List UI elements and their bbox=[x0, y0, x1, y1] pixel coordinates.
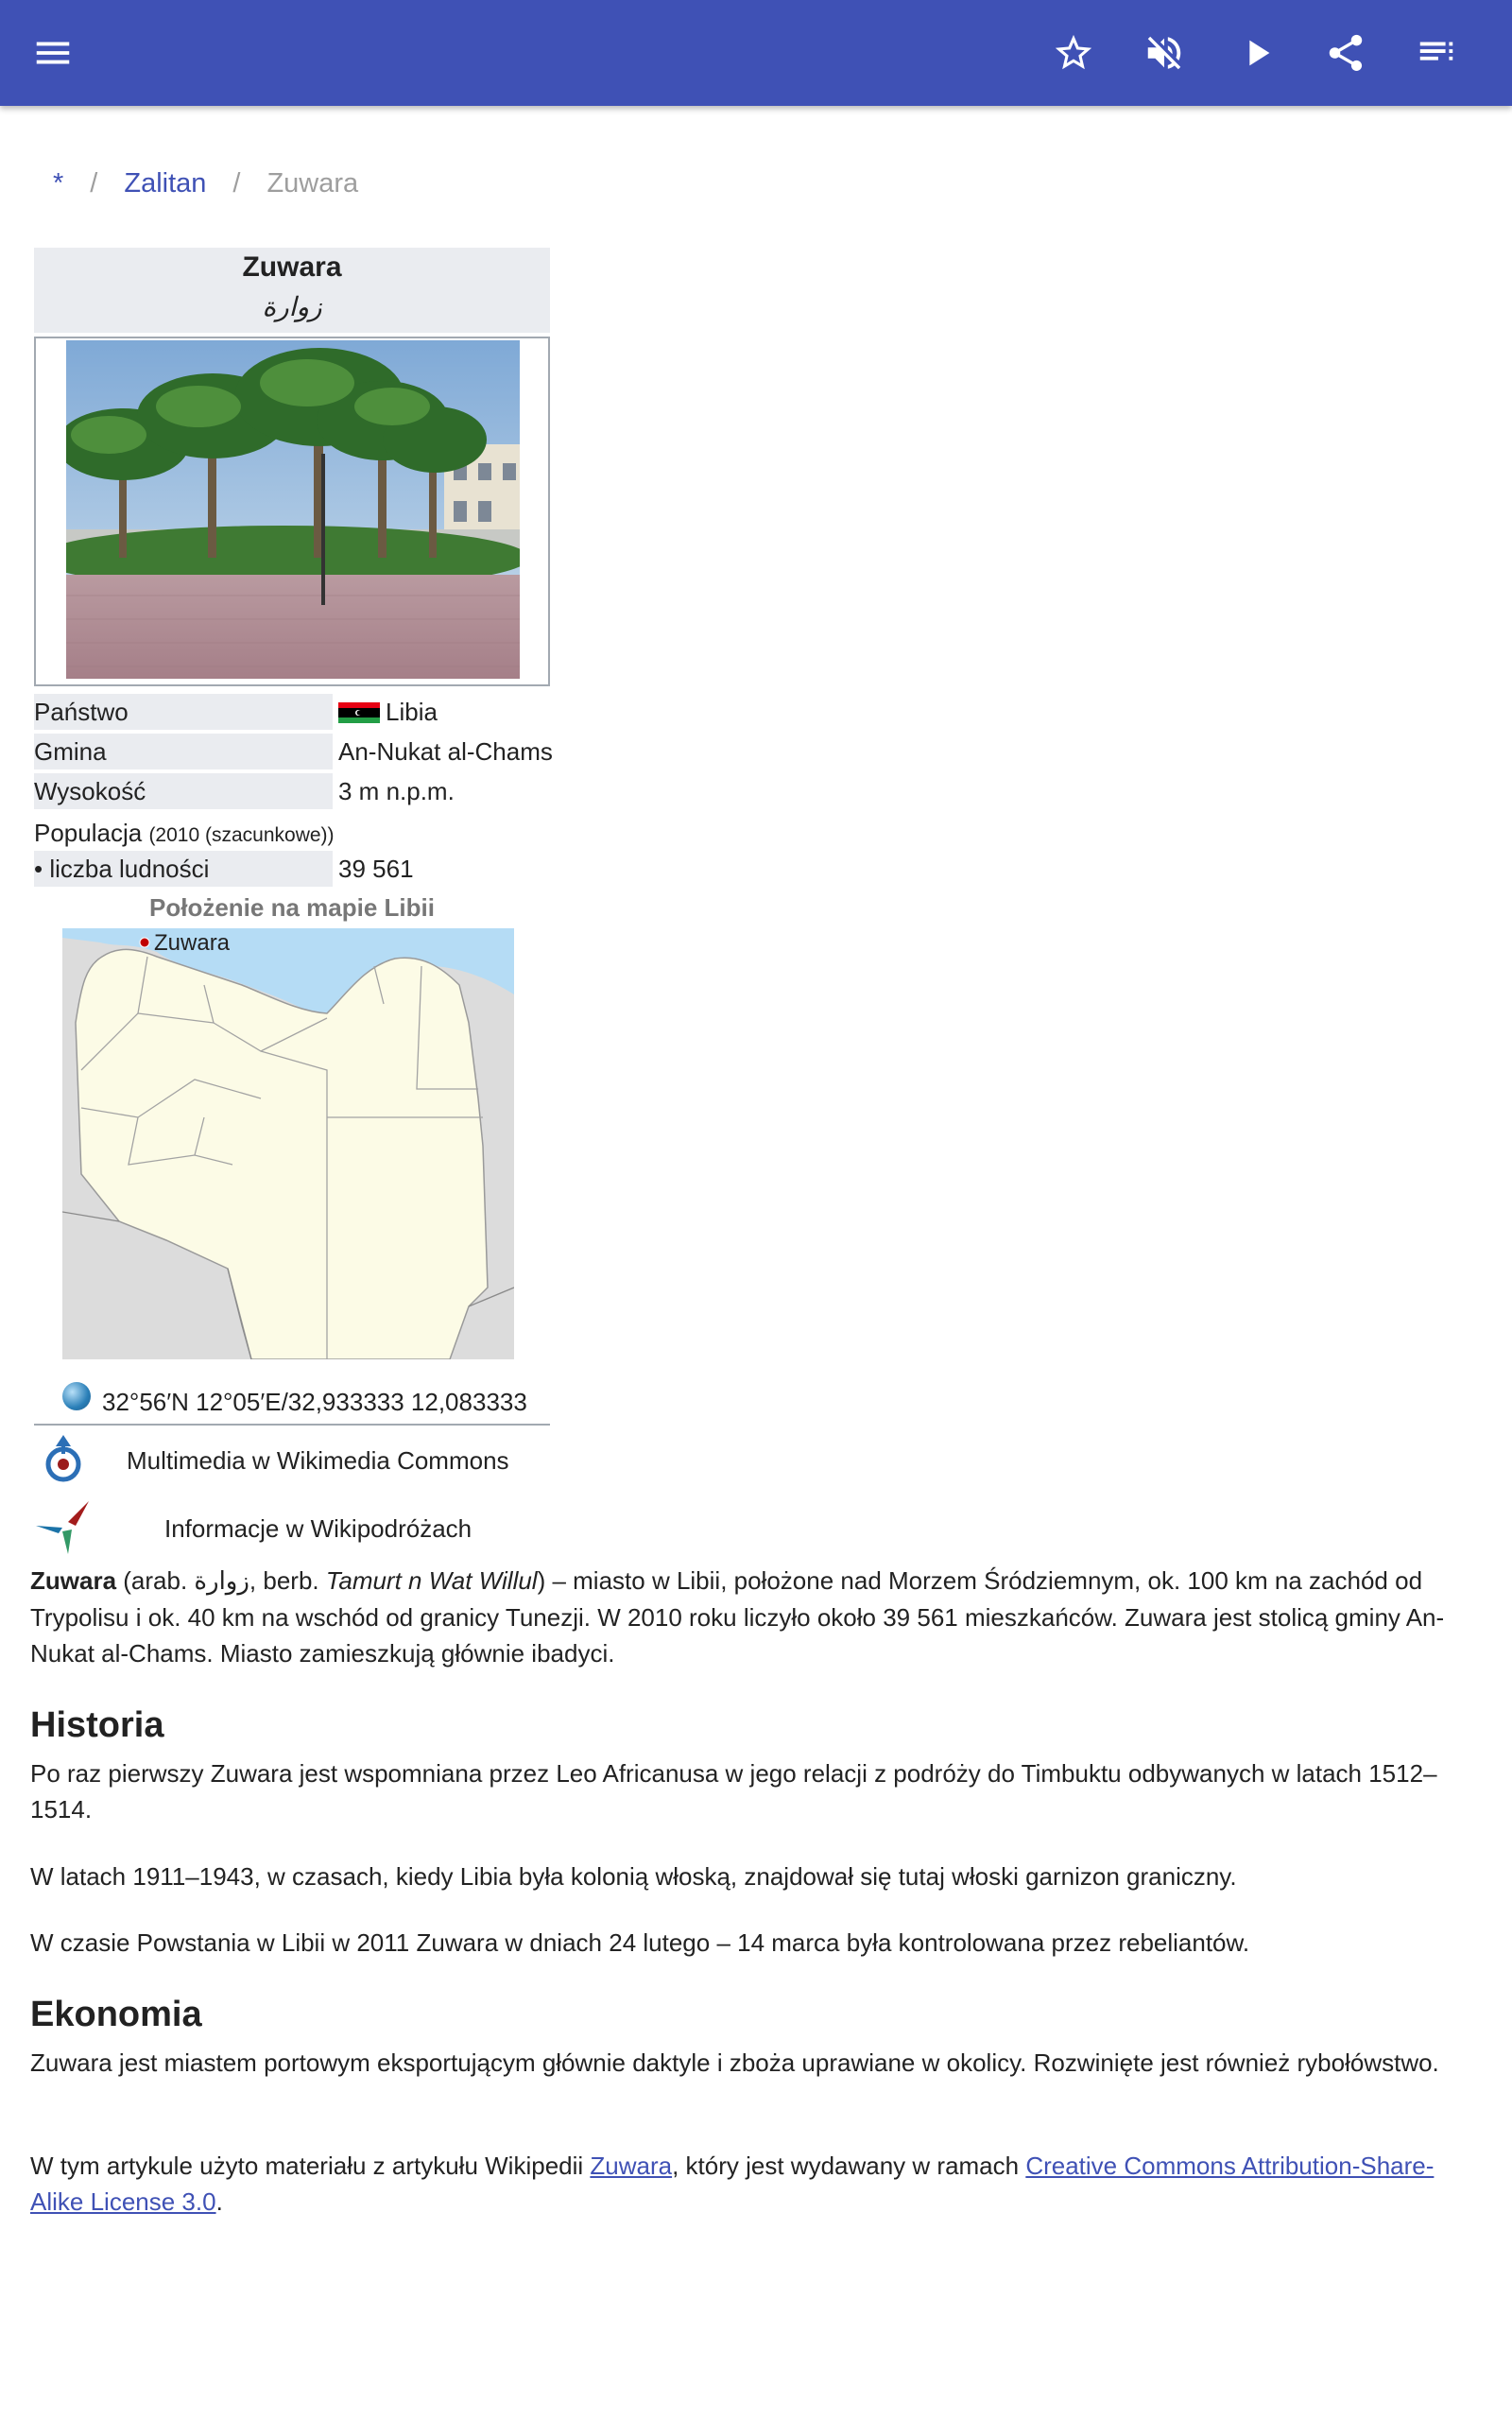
history-text-3: W czasie Powstania w Libii w 2011 Zuwara w dniach 24 lutego – 14 marca była kontrolowana przez rebeliantów. bbox=[30, 1928, 1250, 1957]
infobox-value: 3 m n.p.m. bbox=[338, 777, 455, 805]
map-title: Położenie na mapie Libii bbox=[149, 893, 435, 922]
infobox-row-country bbox=[34, 694, 550, 732]
map-marker-label: Zuwara bbox=[154, 930, 231, 956]
infobox bbox=[34, 248, 553, 1543]
infobox-row-population bbox=[34, 815, 550, 853]
attribution-footer bbox=[30, 2148, 1486, 2220]
infobox-header bbox=[34, 248, 550, 333]
infobox-divider bbox=[34, 1424, 550, 1426]
breadcrumb-separator: / bbox=[232, 168, 241, 199]
infobox-key: Gmina bbox=[34, 734, 333, 769]
wikivoyage-link[interactable]: Informacje w Wikipodróżach bbox=[164, 1514, 472, 1543]
economy-heading: Ekonomia bbox=[30, 1995, 202, 2034]
libya-flag-icon bbox=[338, 702, 380, 723]
menu-icon[interactable] bbox=[26, 26, 79, 79]
lead-name: Zuwara bbox=[30, 1566, 117, 1595]
country-link[interactable]: Libia bbox=[386, 698, 438, 726]
infobox-value: 39 561 bbox=[338, 855, 414, 883]
breadcrumb-home[interactable]: * bbox=[53, 168, 64, 199]
infobox-key bbox=[34, 815, 335, 854]
lead-berb-name: Tamurt n Wat Willul bbox=[325, 1566, 538, 1595]
infobox-key: • liczba ludności bbox=[34, 851, 333, 887]
history-text-1: Po raz pierwszy Zuwara jest wspomniana przez Leo Africanusa w jego relacji z podróży do Timbuktu odbywanych w latach 1512–1514. bbox=[30, 1759, 1437, 1824]
wikivoyage-icon bbox=[34, 1501, 91, 1561]
share-icon[interactable] bbox=[1319, 26, 1372, 79]
history-text-2: W latach 1911–1943, w czasach, kiedy Libia była kolonią włoską, znajdował się tutaj włoski garnizon graniczny. bbox=[30, 1862, 1237, 1891]
breadcrumb-separator: / bbox=[90, 168, 98, 199]
population-note: (2010 (szacunkowe)) bbox=[148, 824, 335, 846]
commons-row[interactable] bbox=[34, 1433, 550, 1490]
app-bar bbox=[0, 0, 1512, 106]
wikipedia-article-link[interactable]: Zuwara bbox=[590, 2152, 673, 2180]
history-paragraph-3 bbox=[30, 1925, 1486, 1961]
lead-paragraph bbox=[30, 1563, 1486, 1671]
lead-rest: ) – miasto w Libii, położone nad Morzem Śródziemnym, ok. 100 km na zachód od Trypolisu i ok. 40 km na wschód od granicy Tunezji. W 2010 roku liczyło około 39 561 mieszkańców. Zuwara jest stolicą gminy An-Nukat al-Chams. Miasto zamieszkują głównie ibadyci. bbox=[30, 1566, 1445, 1668]
location-map[interactable] bbox=[62, 928, 514, 1359]
infobox-key: Wysokość bbox=[34, 773, 333, 809]
globe-icon bbox=[62, 1382, 91, 1410]
footer-end: . bbox=[215, 2187, 223, 2216]
playlist-icon[interactable] bbox=[1410, 26, 1463, 79]
infobox-photo-frame bbox=[34, 337, 550, 686]
wikivoyage-row[interactable] bbox=[34, 1501, 550, 1558]
infobox-arabic-name: زوارة bbox=[262, 291, 322, 322]
economy-text: Zuwara jest miastem portowym eksportującym głównie daktyle i zboża uprawiane w okolicy. Rozwinięte jest również rybołówstwo. bbox=[30, 2048, 1439, 2077]
infobox-row-elevation bbox=[34, 773, 550, 811]
infobox-row-population-count bbox=[34, 851, 550, 889]
infobox-value bbox=[338, 694, 438, 730]
footer-mid: , który jest wydawany w ramach bbox=[672, 2152, 1026, 2180]
coordinates-link[interactable]: 32°56′N 12°05′E/32,933333 12,083333 bbox=[102, 1388, 527, 1416]
city-photo[interactable] bbox=[66, 340, 520, 679]
breadcrumb-parent[interactable]: Zalitan bbox=[124, 168, 207, 199]
history-heading: Historia bbox=[30, 1705, 164, 1745]
infobox-title: Zuwara bbox=[242, 251, 342, 283]
history-paragraph-1 bbox=[30, 1755, 1486, 1827]
infobox-row-municipality bbox=[34, 734, 553, 771]
municipality-link[interactable]: An-Nukat al-Chams bbox=[338, 737, 553, 766]
volume-off-icon[interactable] bbox=[1138, 26, 1191, 79]
footer-pre: W tym artykule użyto materiału z artykułu Wikipedii bbox=[30, 2152, 591, 2180]
lead-berb: , berb. bbox=[249, 1566, 326, 1595]
lead-paren-open: (arab. bbox=[116, 1566, 195, 1595]
play-icon[interactable] bbox=[1230, 26, 1283, 79]
history-paragraph-2 bbox=[30, 1858, 1486, 1894]
breadcrumb bbox=[53, 168, 358, 199]
license-link[interactable]: Creative Commons Attribution-Share-Alike License 3.0 bbox=[30, 2152, 1435, 2216]
lead-arabic: زوارة bbox=[194, 1567, 249, 1596]
wikimedia-commons-icon bbox=[40, 1433, 87, 1495]
breadcrumb-current: Zuwara bbox=[266, 168, 359, 199]
economy-paragraph bbox=[30, 2045, 1486, 2081]
infobox-key: Państwo bbox=[34, 694, 333, 730]
population-label: Populacja bbox=[34, 819, 143, 847]
commons-link[interactable]: Multimedia w Wikimedia Commons bbox=[127, 1446, 509, 1475]
star-icon[interactable] bbox=[1047, 26, 1100, 79]
